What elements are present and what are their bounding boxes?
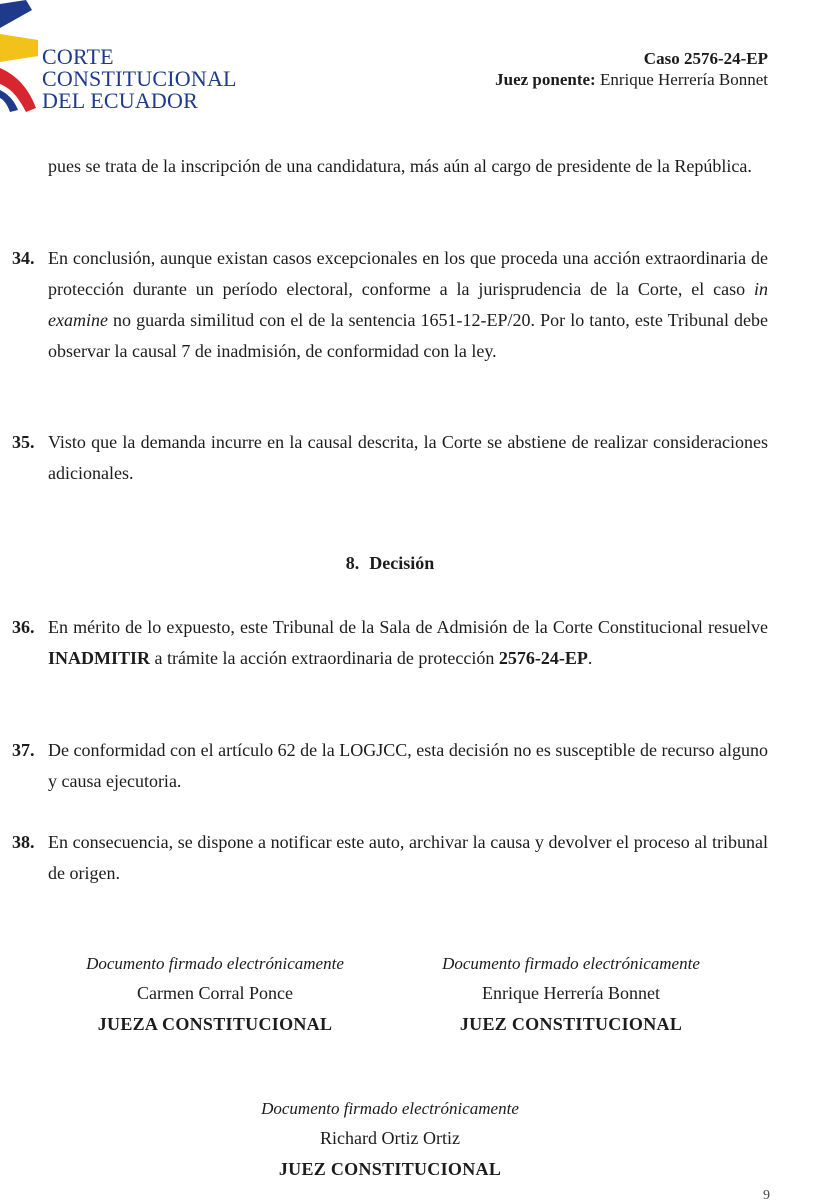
signer-name: Carmen Corral Ponce (137, 983, 293, 1003)
signer-name: Enrique Herrería Bonnet (482, 983, 660, 1003)
section-heading (0, 553, 780, 574)
court-emblem-icon (0, 0, 40, 118)
signer-role: JUEZ CONSTITUCIONAL (459, 1014, 683, 1034)
latin-term: in examine (48, 279, 768, 330)
judge-name: Enrique Herrería Bonnet (599, 70, 768, 89)
signature-block-2 (396, 950, 746, 1040)
signer-role: JUEZA CONSTITUCIONAL (97, 1014, 333, 1034)
paragraph-number-35: 35. (12, 432, 35, 452)
signer-role: JUEZ CONSTITUCIONAL (278, 1159, 502, 1179)
section-title: Decisión (369, 553, 435, 573)
signature-note: Documento firmado electrónicamente (261, 1099, 519, 1118)
paragraph-36-text-c: . (587, 648, 593, 668)
paragraph-34-text-b: no guarda similitud con el de la sentencia 1651-12-EP/20. Por lo tanto, este Tribunal debe observar la causal 7 de inadmisión, de conformidad con la ley. (48, 310, 768, 361)
decision-keyword: INADMITIR (48, 648, 151, 668)
signature-block-3 (215, 1095, 565, 1185)
paragraph-34-text-a: En conclusión, aunque existan casos excepcionales en los que proceda una acción extraordinaria de protección durante un período electoral, conforme a la jurisprudencia de la Corte, el caso (48, 248, 768, 299)
case-reference: 2576-24-EP (498, 648, 588, 668)
continuation-paragraph: pues se trata de la inscripción de una candidatura, más aún al cargo de presidente de la República. (48, 156, 752, 176)
page-number: 9 (763, 1188, 770, 1203)
paragraph-36-text-b: a trámite la acción extraordinaria de protección (150, 648, 499, 668)
signature-note: Documento firmado electrónicamente (442, 954, 700, 973)
paragraph-number-37: 37. (12, 740, 35, 760)
judge-label: Juez ponente: (495, 70, 596, 89)
paragraph-number-36: 36. (12, 617, 35, 637)
paragraph-34 (48, 243, 768, 367)
logo-line-2: CONSTITUCIONAL (42, 66, 237, 91)
signature-note: Documento firmado electrónicamente (86, 954, 344, 973)
paragraph-36 (48, 612, 768, 674)
logo-wordmark (42, 46, 237, 112)
paragraph-36-text-a: En mérito de lo expuesto, este Tribunal de la Sala de Admisión de la Corte Constitucional resuelve (48, 617, 768, 637)
judge-line (495, 69, 768, 90)
paragraph-number-38: 38. (12, 832, 35, 852)
logo-line-1: CORTE (42, 44, 114, 69)
case-number: Caso 2576-24-EP (643, 49, 768, 68)
paragraph-35: Visto que la demanda incurre en la causal descrita, la Corte se abstiene de realizar consideraciones adicionales. (48, 432, 768, 483)
case-header (495, 48, 768, 90)
paragraph-number-34: 34. (12, 248, 35, 268)
paragraph-38: En consecuencia, se dispone a notificar este auto, archivar la causa y devolver el proceso al tribunal de origen. (48, 832, 768, 883)
signature-block-1 (40, 950, 390, 1040)
logo-line-3: DEL ECUADOR (42, 88, 198, 113)
court-logo (0, 0, 250, 118)
signer-name: Richard Ortiz Ortiz (320, 1128, 460, 1148)
paragraph-37: De conformidad con el artículo 62 de la LOGJCC, esta decisión no es susceptible de recurso alguno y causa ejecutoria. (48, 740, 768, 791)
section-number: 8. (345, 553, 360, 573)
